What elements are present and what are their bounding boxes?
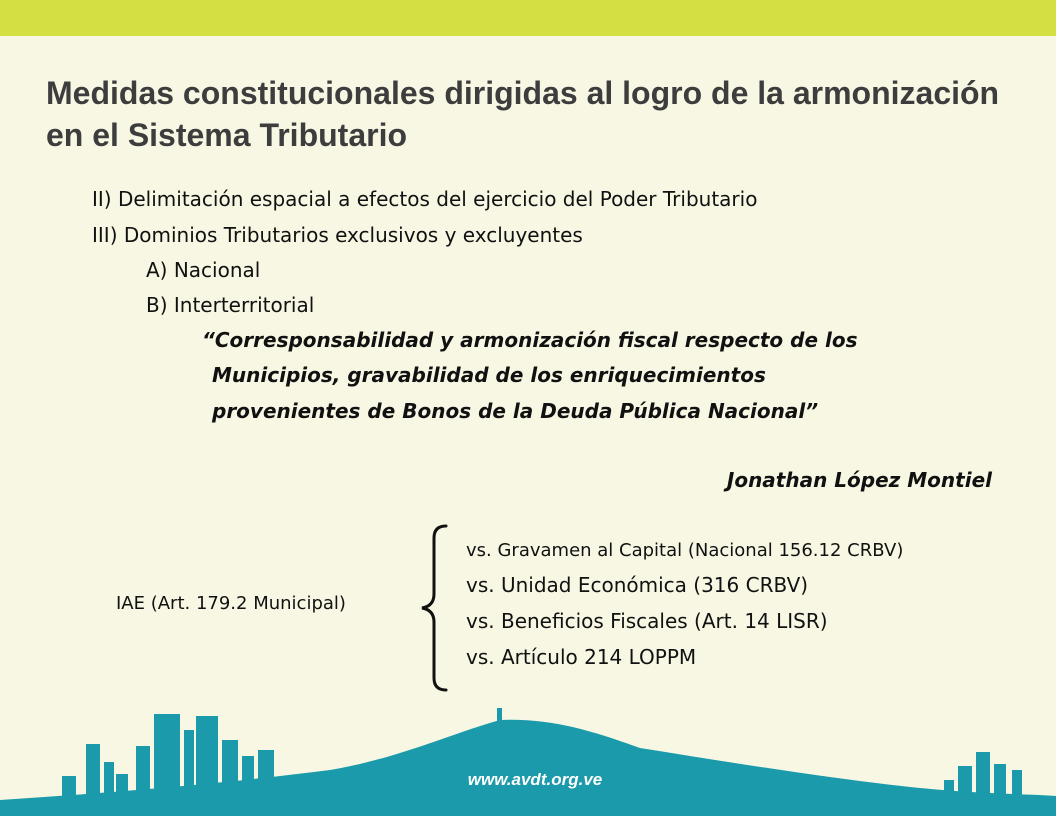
outline-item-iii: III) Dominios Tributarios exclusivos y excluyentes xyxy=(92,223,583,247)
footer-website: www.avdt.org.ve xyxy=(467,770,603,789)
vs-item-2: vs. Unidad Económica (316 CRBV) xyxy=(466,573,809,597)
quote-author: Jonathan López Montiel xyxy=(726,468,992,492)
quote-line-3: provenientes de Bonos de la Deuda Pública Nacional” xyxy=(212,399,819,423)
outline-subitem-a: A) Nacional xyxy=(146,258,261,282)
outline-subitem-b: B) Interterritorial xyxy=(146,293,315,317)
curly-brace-icon xyxy=(420,524,450,692)
vs-item-1: vs. Gravamen al Capital (Nacional 156.12 CRBV) xyxy=(466,540,904,561)
vs-item-3: vs. Beneficios Fiscales (Art. 14 LISR) xyxy=(466,609,828,633)
slide-title: Medidas constitucionales dirigidas al logro de la armonización en el Sistema Tributario xyxy=(46,75,1000,153)
quote-line-2: Municipios, gravabilidad de los enriquecimientos xyxy=(212,363,766,387)
city-skyline-graphic xyxy=(0,700,1056,816)
top-accent-bar xyxy=(0,0,1056,36)
quote-line-1: “Corresponsabilidad y armonización fiscal respecto de los xyxy=(202,328,858,352)
outline-item-ii: II) Delimitación espacial a efectos del ejercicio del Poder Tributario xyxy=(92,187,758,211)
iae-label: IAE (Art. 179.2 Municipal) xyxy=(116,593,346,614)
vs-item-4: vs. Artículo 214 LOPPM xyxy=(466,645,697,669)
